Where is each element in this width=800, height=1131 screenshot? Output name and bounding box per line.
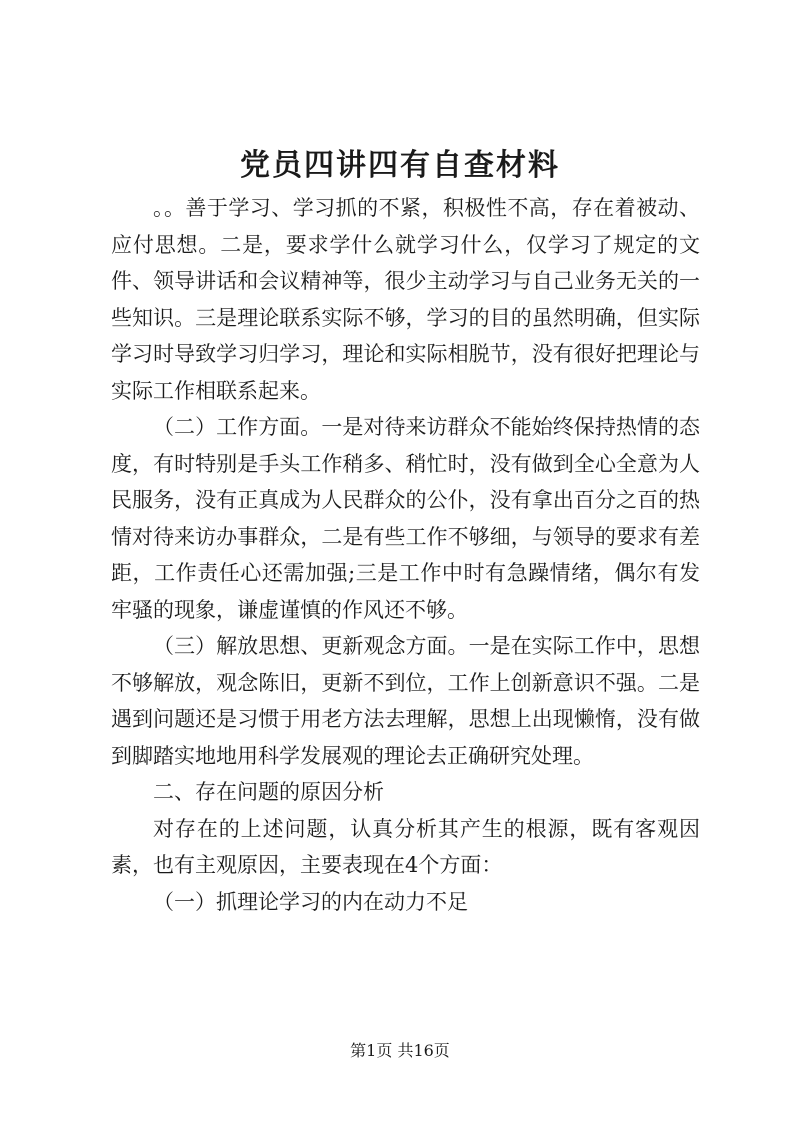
page-number: 第1页 共16页 [350,1041,450,1060]
paragraph-work: （二）工作方面。一是对待来访群众不能始终保持热情的态度，有时特别是手头工作稍多、稍忙时，没有做到全心全意为人民服务，没有正真成为人民群众的公仆，没有拿出百分之百的热情对待来访办事群众，二是有些工作不够细，与领导的要求有差距，工作责任心还需加强;三是工作中时有急躁情绪，偶尔有发牢骚的现象，谦虚谨慎的作风还不够。 [111,415,700,622]
paragraph-thinking: （三）解放思想、更新观念方面。一是在实际工作中，思想不够解放，观念陈旧，更新不到位，工作上创新意识不强。二是遇到问题还是习惯于用老方法去理解，思想上出现懒惰，没有做到脚踏实地地用科学发展观的理论去正确研究处理。 [111,634,700,768]
document-body [111,190,700,920]
subheading-theory-motivation: （一）抓理论学习的内在动力不足 [153,889,468,914]
section-heading-causes: 二、存在问题的原因分析 [153,780,384,804]
paragraph-causes-intro: 对存在的上述问题，认真分析其产生的根源，既有客观因素，也有主观原因，主要表现在4个方面： [111,816,700,877]
paragraph-study: 。。善于学习、学习抓的不紧，积极性不高，存在着被动、应付思想。二是，要求学什么就学习什么，仅学习了规定的文件、领导讲话和会议精神等，很少主动学习与自己业务无关的一些知识。三是理论联系实际不够，学习的目的虽然明确，但实际学习时导致学习归学习，理论和实际相脱节，没有很好把理论与实际工作相联系起来。 [111,196,700,403]
document-title: 党员四讲四有自查材料 [240,148,560,183]
